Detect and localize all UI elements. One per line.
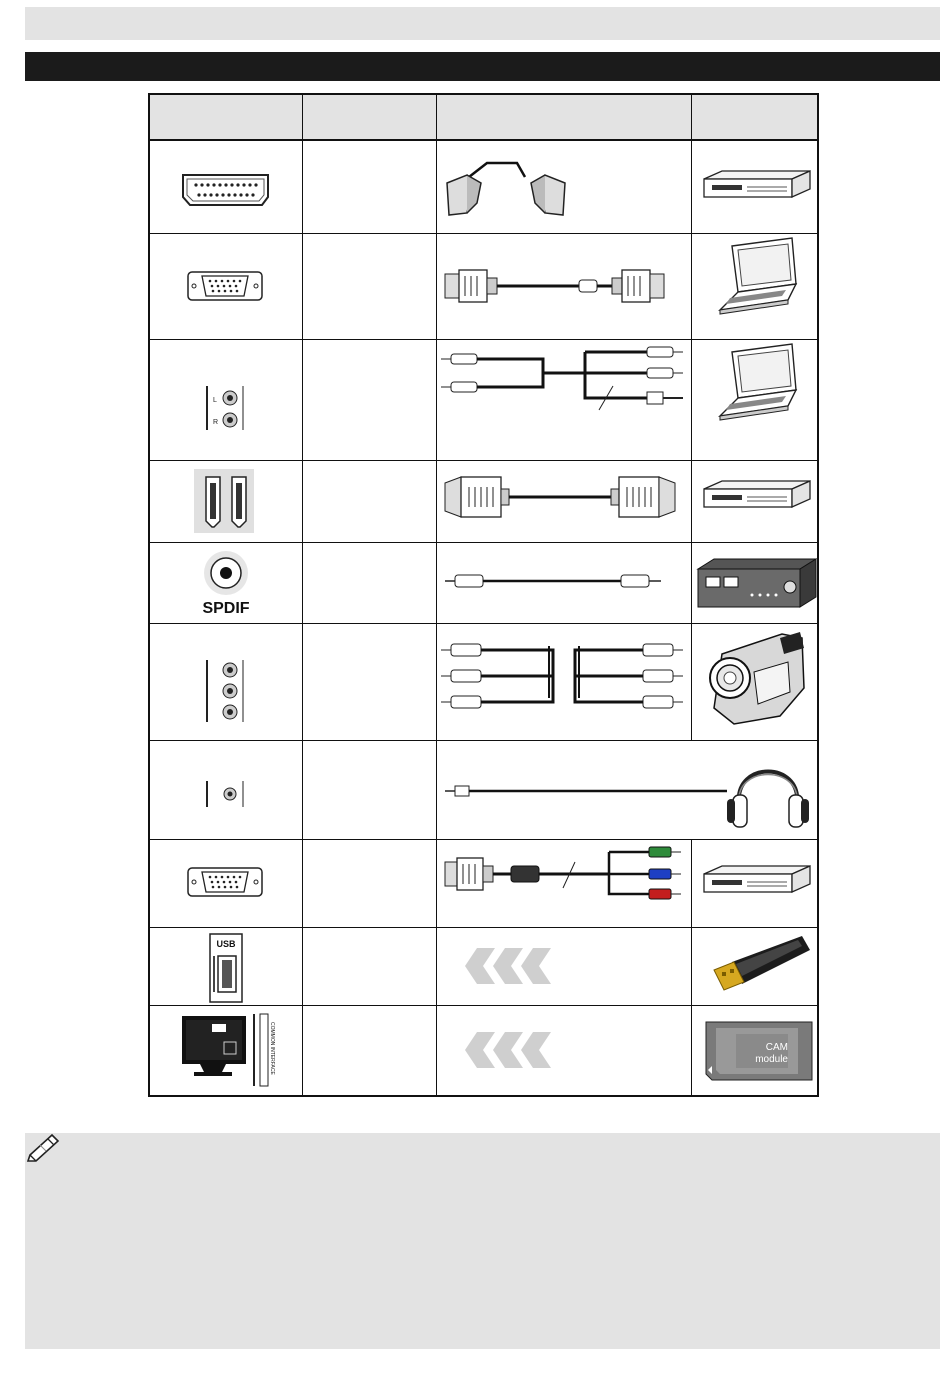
recorder-icon: [692, 141, 818, 233]
cam-module-icon: [692, 1006, 818, 1095]
column-divider: [302, 95, 303, 1095]
vga-socket-icon: [150, 234, 302, 339]
scart-socket-icon: [150, 141, 302, 233]
coaxial-cable-icon: [437, 543, 691, 623]
module-label: module: [755, 1054, 788, 1065]
scart-cable-icon: [437, 141, 691, 233]
connections-table: [148, 93, 819, 1097]
vga-socket-icon: [150, 840, 302, 927]
usb-stick-icon: [692, 928, 818, 1005]
headphones-icon: [725, 741, 815, 839]
headphone-socket-icon: [150, 741, 302, 839]
vga-cable-icon: [437, 234, 691, 339]
table-header-row: [150, 95, 817, 141]
recorder-icon: [692, 461, 818, 542]
laptop-icon: [692, 234, 818, 339]
audio-lr-socket-icon: [150, 340, 302, 460]
ci-slot-label: COMMON INTERFACE: [269, 1022, 275, 1075]
header-gray-band: [25, 7, 940, 40]
spdif-label: SPDIF: [202, 600, 250, 617]
laptop-icon: [692, 340, 818, 460]
svg-text:L: L: [213, 397, 217, 404]
svg-text:R: R: [213, 419, 219, 426]
tv-ci-slot-icon: [150, 1006, 302, 1095]
note-box: [25, 1133, 940, 1349]
av-socket-icon: [150, 624, 302, 740]
section-title-bar: [25, 52, 940, 81]
camcorder-icon: [692, 624, 818, 740]
insert-arrows-icon: [437, 928, 691, 1005]
table-row: [150, 141, 302, 233]
hdmi-cable-icon: [437, 461, 691, 542]
hdmi-sockets-icon: [150, 461, 302, 542]
three-rca-cable-icon: [437, 624, 691, 740]
usb-label: USB: [216, 939, 236, 949]
vga-to-ypbpr-cable-icon: [437, 840, 691, 927]
insert-arrows-icon: [437, 1006, 691, 1095]
pencil-icon: [24, 1131, 64, 1163]
spdif-socket-icon: [150, 543, 302, 623]
cam-label: CAM: [765, 1042, 788, 1053]
amplifier-icon: [692, 543, 818, 623]
usb-socket-icon: [150, 928, 302, 1005]
rca-to-minijack-cable-icon: [437, 340, 691, 460]
recorder-icon: [692, 840, 818, 927]
